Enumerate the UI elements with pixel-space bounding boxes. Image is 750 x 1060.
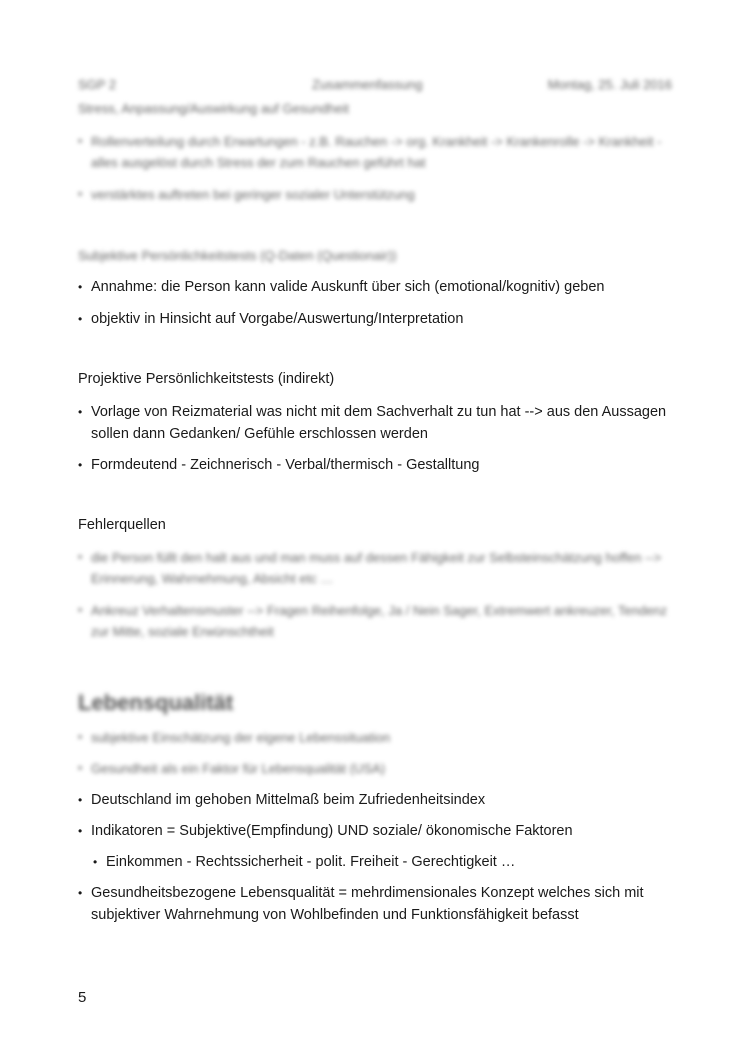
page-header [78,77,672,95]
list-item: • Einkommen - Rechtssicherheit - polit. Freiheit - Gerechtigkeit … [93,851,678,873]
list-item: • Rollenverteilung durch Erwartungen - z.B. Rauchen -> org. Krankheit -> Krankenrolle -> Krankheit - alles ausgelöst durch Stress der zum Rauchen geführt hat [78,131,678,173]
list-item: • Vorlage von Reizmaterial was nicht mit dem Sachverhalt zu tun hat --> aus den Aussagen sollen dann Gedanken/ Gefühle erschlossen werden [78,401,678,445]
bullet-icon: • [78,824,83,838]
bullet-icon: • [78,405,83,419]
bullet-icon: • [78,280,83,294]
header-title: Zusammenfassung [312,77,423,92]
header-course: SGP 2 [78,77,117,92]
bullet-icon: • [78,134,83,148]
bullet-icon: • [78,550,83,564]
list-item: • Annahme: die Person kann valide Auskunft über sich (emotional/kognitiv) geben [78,276,678,298]
section-title-subjective-tests: Subjektive Persönlichkeitstests (Q-Daten (Questionair)) [78,248,397,263]
bullet-icon: • [78,312,83,326]
bullet-icon: • [78,730,83,744]
list-item: • Ankreuz Verhaltensmuster --> Fragen Reihenfolge, Ja / Nein Sager, Extremwert ankreuzer, Tendenz zur Mitte, soziale Erwünschtheit [78,600,678,642]
list-item: • objektiv in Hinsicht auf Vorgabe/Auswertung/Interpretation [78,308,678,330]
list-item: • subjektive Einschätzung der eigene Lebenssituation [78,727,678,748]
section-title-projective-tests: Projektive Persönlichkeitstests (indirekt) [78,371,335,387]
list-item: • Indikatoren = Subjektive(Empfindung) UND soziale/ ökonomische Faktoren [78,820,678,842]
list-item: • Gesundheit als ein Faktor für Lebensqualität (USA) [78,758,678,779]
list-item: • Gesundheitsbezogene Lebensqualität = mehrdimensionales Konzept welches sich mit subjektiver Wahrnehmung von Wohlbefinden und Funktionsfähigkeit befasst [78,882,678,926]
bullet-icon: • [78,761,83,775]
bullet-icon: • [78,603,83,617]
bullet-icon: • [78,458,83,472]
header-date: Montag, 25. Juli 2016 [547,77,672,92]
bullet-icon: • [93,855,98,869]
list-item: • Deutschland im gehoben Mittelmaß beim Zufriedenheitsindex [78,789,678,811]
section-title-stress: Stress, Anpassung/Auswirkung auf Gesundheit [78,101,349,116]
bullet-icon: • [78,886,83,900]
bullet-icon: • [78,187,83,201]
list-item: • Formdeutend - Zeichnerisch - Verbal/thermisch - Gestalltung [78,454,678,476]
bullet-icon: • [78,793,83,807]
page-number: 5 [78,989,87,1006]
list-item: • die Person füllt den halt aus und man muss auf dessen Fähigkeit zur Selbsteinschätzung hoffen --> Erinnerung, Wahrnehmung, Absicht etc … [78,547,678,589]
section-title-error-sources: Fehlerquellen [78,517,166,533]
list-item: • verstärktes auftreten bei geringer sozialer Unterstützung [78,184,678,205]
section-title-quality-of-life: Lebensqualität [78,690,234,715]
